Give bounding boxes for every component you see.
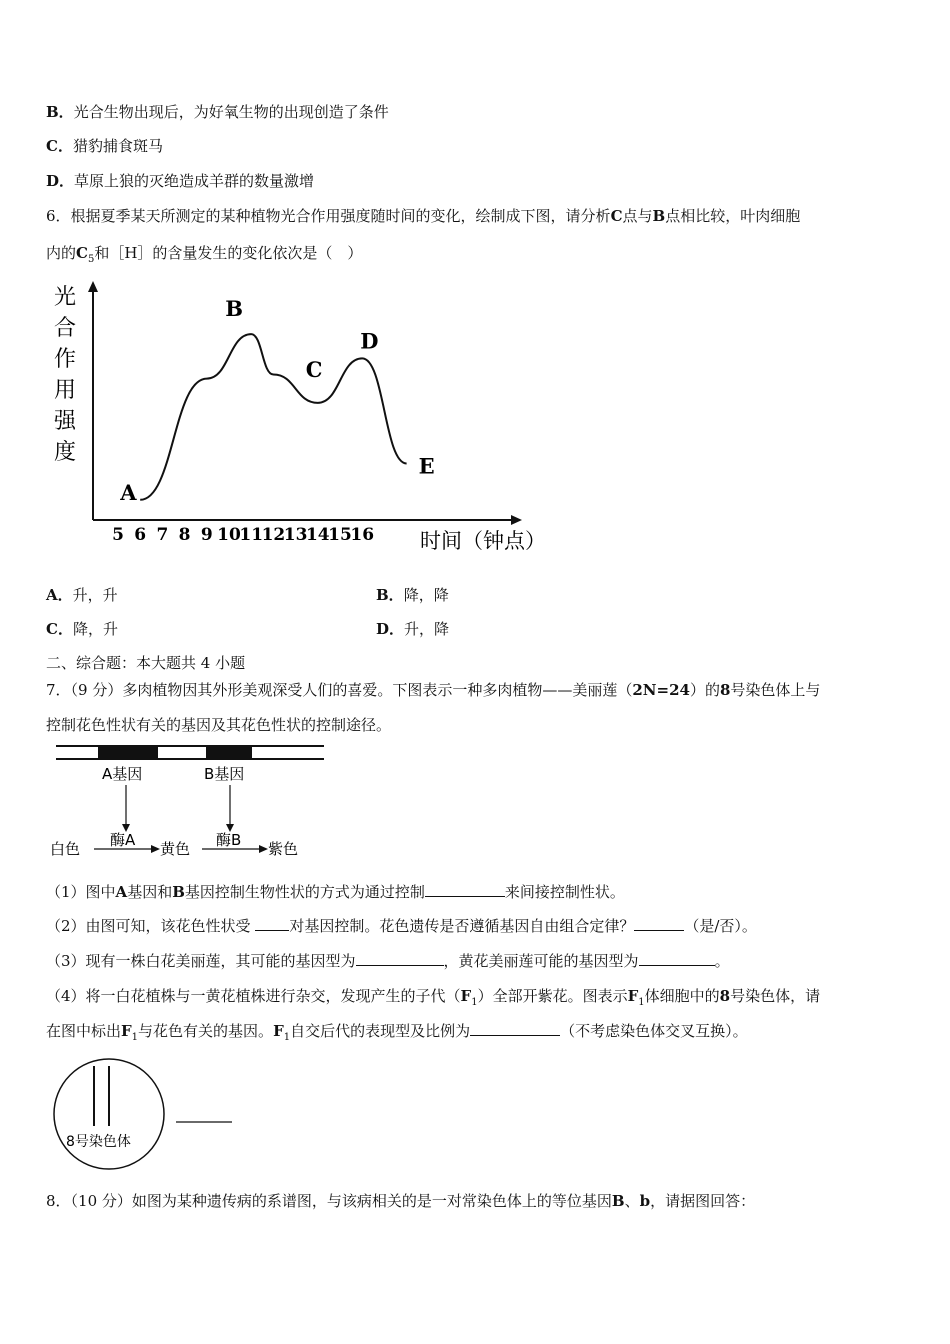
q7-part3: （3）现有一株白花美丽莲，其可能的基因型为 ，黄花美丽莲可能的基因型为 。: [46, 952, 730, 970]
chromosome-bar: [56, 746, 324, 759]
section-title: 二、综合题：本大题共 4 小题: [46, 654, 246, 672]
arrow-gene-b: [226, 785, 234, 832]
q6-stem-line1: 6．根据夏季某天所测定的某种植物光合作用强度随时间的变化，绘制成下图，请分析C点与B点相比较，叶肉细胞: [46, 207, 801, 225]
chart-series-line: [140, 334, 406, 500]
x-tick-label: 14: [305, 525, 330, 545]
chromosome-8-label: 8号染色体: [66, 1134, 131, 1150]
cell-chromosome-diagram: [44, 1058, 244, 1173]
y-label-char: 作: [54, 347, 77, 372]
answer-blank[interactable]: [634, 916, 684, 931]
x-tick-label: 5: [112, 525, 124, 545]
gene-pathway-diagram: [46, 742, 336, 867]
q6-option-b: B．降，降: [376, 586, 449, 604]
q7-part1: （1）图中A基因和B基因控制生物性状的方式为通过控制 来间接控制性状。: [46, 883, 625, 901]
q6-option-a: A．升，升: [46, 586, 118, 604]
q5-option-b: B．光合生物出现后，为好氧生物的出现创造了条件: [46, 103, 389, 121]
q6-option-c: C．降，升: [46, 620, 118, 638]
x-tick-label: 13: [283, 525, 308, 545]
y-label-char: 合: [54, 316, 77, 341]
gene-a-label: A基因: [102, 765, 143, 783]
x-tick-label: 15: [328, 525, 352, 545]
answer-blank[interactable]: [470, 1021, 560, 1036]
answer-blank[interactable]: [255, 916, 289, 931]
yellow-label: 黄色: [160, 840, 191, 858]
enzyme-a-label: 酶A: [110, 831, 136, 849]
purple-label: 紫色: [268, 840, 299, 858]
q7-part2: （2）由图可知，该花色性状受 对基因控制。花色遗传是否遵循基因自由组合定律？ （是/否）。: [46, 917, 757, 935]
answer-blank[interactable]: [425, 882, 505, 897]
photosynthesis-chart: [40, 278, 580, 563]
y-label-char: 度: [54, 440, 77, 465]
q7-stem-line1: 7．（9 分）多肉植物因其外形美观深受人们的喜爱。下图表示一种多肉植物——美丽莲（2N=24）的8号染色体上与: [46, 681, 821, 699]
white-label: 白色: [50, 840, 81, 858]
gene-b-label: B基因: [204, 765, 245, 783]
x-tick-label: 6: [134, 525, 147, 545]
q6-option-d: D．升，降: [376, 620, 450, 638]
q7-part4-line2: 在图中标出$F_1$与花色有关的基因。$F_1$自交后代的表现型及比例为 （不考虑染色体交叉互换）。: [46, 1022, 748, 1043]
x-tick-label: 10: [217, 525, 241, 545]
chart-x-axis: [93, 515, 522, 525]
x-tick-label: 9: [200, 525, 213, 545]
q5-option-d: D．草原上狼的灭绝造成羊群的数量激增: [46, 172, 315, 190]
chart-y-label: [54, 285, 77, 465]
y-label-char: 光: [54, 285, 77, 310]
x-tick-label: 16: [350, 525, 375, 545]
answer-blank[interactable]: [639, 951, 715, 966]
point-label-b: B: [225, 296, 243, 322]
point-label-a: A: [120, 479, 137, 505]
enzyme-b-label: 酶B: [216, 831, 242, 849]
q6-stem-line2: 内的$C_5$和［H］的含量发生的变化依次是（ ）: [46, 244, 363, 265]
x-tick-label: 12: [261, 525, 286, 545]
q8-stem: 8．（10 分）如图为某种遗传病的系谱图，与该病相关的是一对常染色体上的等位基因B、b，请据图回答：: [46, 1192, 756, 1210]
x-tick-label: 11: [239, 525, 264, 545]
q7-stem-line2: 控制花色性状有关的基因及其花色性状的控制途径。: [46, 716, 392, 734]
chart-point-labels: [119, 296, 434, 505]
q5-option-c: C．猎豹捕食斑马: [46, 137, 163, 155]
y-label-char: 强: [54, 409, 77, 434]
y-label-char: 用: [54, 378, 77, 403]
point-label-c: C: [305, 356, 323, 382]
answer-blank[interactable]: [356, 951, 444, 966]
x-tick-label: 8: [178, 525, 191, 545]
q7-part4-line1: （4）将一白花植株与一黄花植株进行杂交，发现产生的子代$(F_1)$全部开紫花。图表示$F_1$体细胞中的8号染色体，请: [46, 987, 821, 1008]
chart-y-axis: [88, 281, 98, 520]
point-label-d: D: [360, 328, 379, 354]
x-tick-label: 7: [156, 525, 169, 545]
arrow-gene-a: [122, 785, 130, 832]
chart-x-label: 时间（钟点）: [420, 529, 546, 553]
point-label-e: E: [418, 453, 435, 479]
chart-x-ticks: [112, 525, 374, 545]
